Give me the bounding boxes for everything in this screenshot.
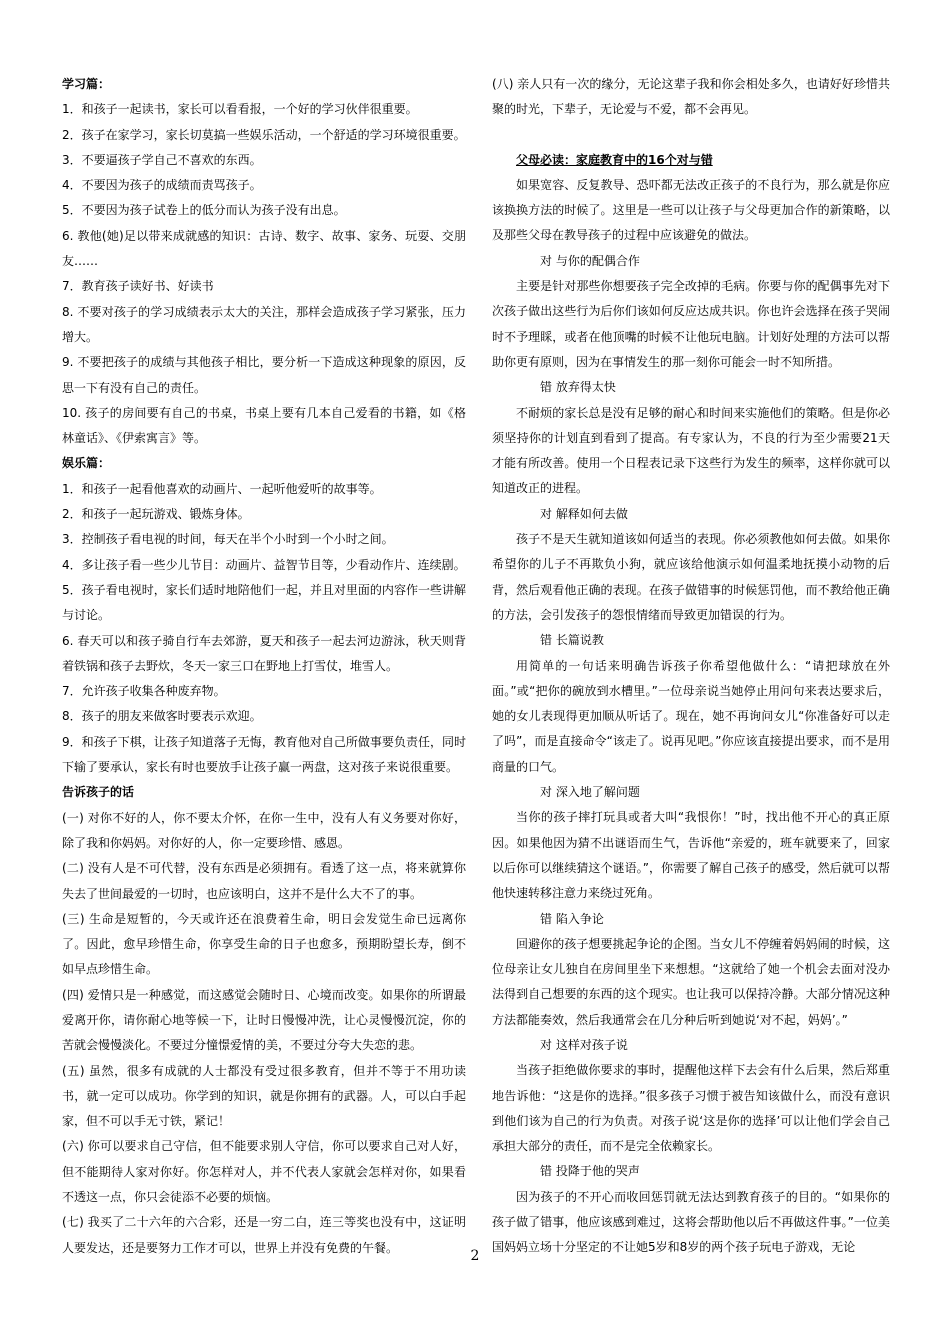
subheading: 对 这样对孩子说: [540, 1037, 628, 1052]
body-paragraph: 当孩子拒绝做你要求的事时，提醒他这样下去会有什么后果，然后郑重地告诉他：“这是你的选择。”很多孩子习惯于被告知该做什么，而没有意识到他们该为自己的行为负责。对孩子说‘这是你的选择’可以让他们学会自己承担大部分的责任，而不是完全依赖家长。: [492, 1063, 890, 1154]
list-item: 7．教育孩子读好书、好读书: [62, 279, 214, 294]
list-item: 5．不要因为孩子试卷上的低分而认为孩子没有出息。: [62, 203, 346, 218]
body-paragraph: 因为孩子的不开心而收回惩罚就无法达到教育孩子的目的。“如果你的孩子做了错事，他应该感到难过，这将会帮助他以后不再做这件事。”一位美国妈妈立场十分坚定的不让她5岁和8岁的两个孩子玩电子游戏，无论: [492, 1189, 890, 1255]
list-item: (四) 爱情只是一种感觉，而这感觉会随时日、心境而改变。如果你的所谓最爱离开你，请你耐心地等候一下，让时日慢慢冲洗，让心灵慢慢沉淀，你的苦就会慢慢淡化。不要过分憧憬爱情的美，不要过分夸大失恋的悲。: [62, 987, 466, 1053]
section-heading: 娱乐篇：: [62, 456, 111, 471]
list-item: (八) 亲人只有一次的缘分，无论这辈子我和你会相处多久，也请好好珍惜共聚的时光，下辈子，无论爱与不爱，都不会再见。: [492, 77, 890, 117]
body-paragraph: 主要是针对那些你想要孩子完全改掉的毛病。你要与你的配偶事先对下次孩子做出这些行为后你们该如何反应达成共识。你也许会选择在孩子哭闹时不予理睬，或者在他顶嘴的时候不让他玩电脑。计划好处理的方法可以帮助你更有原则，因为在事情发生的那一刻你可能会一时不知所措。: [492, 279, 890, 369]
right-column: [492, 72, 890, 1261]
list-item: 3．控制孩子看电视的时间，每天在半个小时到一个小时之间。: [62, 532, 394, 547]
list-item: 9. 不要把孩子的成绩与其他孩子相比，要分析一下造成这种现象的原因，反思一下有没有自己的责任。: [62, 355, 466, 395]
list-item: (七) 我买了二十六年的六合彩，还是一穷二白，连三等奖也没有中，这证明人要发达，还是要努力工作才可以，世界上并没有免费的午餐。: [62, 1215, 466, 1255]
list-item: 4．多让孩子看一些少儿节目：动画片、益智节目等，少看动作片、连续剧。: [62, 557, 466, 572]
list-item: (六) 你可以要求自己守信，但不能要求别人守信，你可以要求自己对人好，但不能期待人家对你好。你怎样对人，并不代表人家就会怎样对你，如果看不透这一点，你只会徒添不必要的烦恼。: [62, 1139, 466, 1205]
list-item: 1．和孩子一起读书，家长可以看看报，一个好的学习伙伴很重要。: [62, 102, 418, 117]
list-item: 3．不要逼孩子学自己不喜欢的东西。: [62, 152, 262, 167]
list-item: 8．孩子的朋友来做客时要表示欢迎。: [62, 709, 262, 724]
subheading: 错 陷入争论: [540, 911, 604, 926]
spacer: [492, 123, 890, 148]
body-paragraph: 不耐烦的家长总是没有足够的耐心和时间来实施他们的策略。但是你必须坚持你的计划直到看到了提高。有专家认为，不良的行为至少需要21天才能有所改善。使用一个日程表记录下这些行为发生的频率，这样你就可以知道改正的进程。: [492, 405, 890, 496]
body-paragraph: 用简单的一句话来明确告诉孩子你希望他做什么：“请把球放在外面。”或“把你的碗放到水槽里。”一位母亲说当她停止用问句来表达要求后，她的女儿表现得更加顺从听话了。现在，她不再询问女儿“你准备好可以走了吗”，而是直接命令“该走了。说再见吧。”你应该直接提出要求，而不是用商量的口气。: [492, 658, 890, 774]
subheading: 错 投降于他的哭声: [540, 1164, 640, 1179]
list-item: 10. 孩子的房间要有自己的书桌，书桌上要有几本自己爱看的书籍，如《格林童话》、《伊索寓言》等。: [62, 405, 466, 446]
list-item: (三) 生命是短暂的，今天或许还在浪费着生命，明日会发觉生命已远离你了。因此，愈早珍惜生命，你享受生命的日子也愈多，预期盼望长寿，倒不如早点珍惜生命。: [62, 911, 466, 977]
subheading: 对 与你的配偶合作: [540, 253, 640, 268]
list-item: 1．和孩子一起看他喜欢的动画片、一起听他爱听的故事等。: [62, 481, 382, 496]
list-item: 9．和孩子下棋，让孩子知道落子无悔，教育他对自己所做事要负责任，同时下输了要承认，家长有时也要放手让孩子赢一两盘，这对孩子来说很重要。: [62, 734, 466, 775]
list-item: (二) 没有人是不可代替，没有东西是必须拥有。看透了这一点，将来就算你失去了世间最爱的一切时，也应该明白，这并不是什么大不了的事。: [62, 861, 466, 901]
left-column: [62, 72, 466, 1261]
page-number: 2: [470, 1248, 480, 1264]
list-item: 2．和孩子一起玩游戏、锻炼身体。: [62, 507, 250, 522]
body-paragraph: 回避你的孩子想要挑起争论的企图。当女儿不停缠着妈妈闹的时候，这位母亲让女儿独自在房间里坐下来想想。“这就给了她一个机会去面对没办法得到自己想要的东西的这个现实。也让我可以保持冷静。大部分情况这种方法都能奏效，然后我通常会在几分种后听到她说‘对不起，妈妈’。”: [492, 936, 890, 1027]
list-item: (五) 虽然，很多有成就的人士都没有受过很多教育，但并不等于不用功读书，就一定可以成功。你学到的知识，就是你拥有的武器。人，可以白手起家，但不可以手无寸铁，紧记！: [62, 1063, 466, 1129]
subheading: 错 放弃得太快: [540, 380, 616, 395]
list-item: 8. 不要对孩子的学习成绩表示太大的关注，那样会造成孩子学习紧张，压力增大。: [62, 304, 466, 344]
list-item: (一) 对你不好的人，你不要太介怀，在你一生中，没有人有义务要对你好，除了我和你妈妈。对你好的人，你一定要珍惜、感恩。: [62, 810, 466, 850]
subheading: 错 长篇说教: [540, 633, 604, 648]
subheading: 对 解释如何去做: [540, 506, 628, 521]
list-item: 5．孩子看电视时，家长们适时地陪他们一起，并且对里面的内容作一些讲解与讨论。: [62, 582, 466, 623]
body-paragraph: 如果宽容、反复教导、恐吓都无法改正孩子的不良行为，那么就是你应该换换方法的时候了。这里是一些可以让孩子与父母更加合作的新策略，以及那些父母在教导孩子的过程中应该避免的做法。: [492, 177, 890, 243]
body-paragraph: 当你的孩子摔打玩具或者大叫“我恨你！”时，找出他不开心的真正原因。如果他因为猜不出谜语而生气，告诉他“亲爱的，班车就要来了，回家以后你可以继续猜这个谜语。”，你需要了解自己孩子的感受，然后就可以帮他快速转移注意力来绕过死角。: [492, 810, 890, 901]
article-title: 父母必读：家庭教育中的16个对与错: [516, 152, 713, 167]
list-item: 6. 春天可以和孩子骑自行车去郊游，夏天和孩子一起去河边游泳，秋天则背着铁锅和孩子去野炊，冬天一家三口在野地上打雪仗，堆雪人。: [62, 633, 466, 673]
section-heading: 告诉孩子的话: [62, 785, 135, 800]
body-paragraph: 孩子不是天生就知道该如何适当的表现。你必须教他如何去做。如果你希望你的儿子不再欺负小狗，就应该给他演示如何温柔地抚摸小动物的后背，然后观看他正确的表现。在孩子做错事的时候惩罚他，而不教给他正确的方法，会引发孩子的怨恨情绪而导致更加错误的行为。: [492, 532, 890, 622]
subheading: 对 深入地了解问题: [540, 785, 640, 800]
list-item: 2．孩子在家学习，家长切莫搞一些娱乐活动，一个舒适的学习环境很重要。: [62, 127, 466, 142]
section-heading: 学习篇：: [62, 77, 111, 91]
list-item: 6. 教他(她)足以带来成就感的知识：古诗、数字、故事、家务、玩耍、交朋友……: [62, 228, 466, 269]
list-item: 4．不要因为孩子的成绩而责骂孩子。: [62, 178, 262, 193]
list-item: 7．允许孩子收集各种废弃物。: [62, 684, 226, 699]
